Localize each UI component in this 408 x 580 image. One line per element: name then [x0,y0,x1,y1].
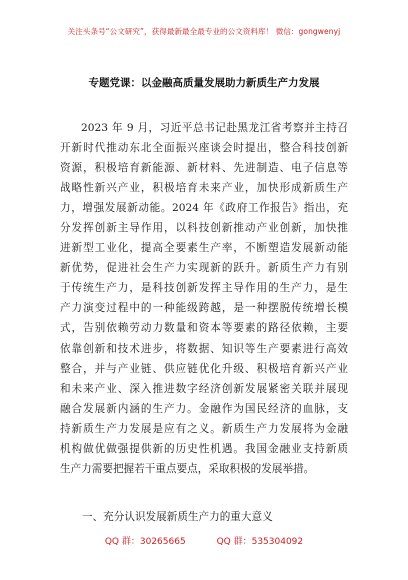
paragraph-line: 整合，并与产业链、供应链优化升级、积极培育新兴产业 [60,362,348,375]
paragraph-line: 新优势，促进社会生产力实现新的跃升。新质生产力有别 [60,262,348,275]
qq-group-1: QQ 群：30265665 [104,537,186,547]
paragraph-line: 产力演变过程中的一种能级跨越，是一种摆脱传统增长模 [60,302,348,315]
paragraph-line: 依靠创新和技术进步，将数据、知识等生产要素进行高效 [60,342,348,355]
document-title: 专题党课：以金融高质量发展助力新质生产力发展 [88,77,320,89]
footer-contact [0,534,408,547]
paragraph-line: 融合发展新内涵的生产力。金融作为国民经济的血脉，支 [60,402,348,415]
paragraph-line: 于传统生产力，是科技创新发挥主导作用的生产力，是生 [60,282,348,295]
paragraph-line: 力，增强发展新动能。2024 年《政府工作报告》指出，充 [60,202,348,215]
paragraph-line: 进新型工业化，提高全要素生产率，不断塑造发展新动能 [60,242,348,255]
header-banner: 关注头条号“公文研究”，获得最新最全最专业的公文资料库！ 微信：gongwenyj [67,27,341,36]
paragraph-line: 开新时代推动东北全面振兴座谈会时提出，整合科技创新 [60,142,348,155]
paragraph-line: 持新质生产力发展是应有之义。新质生产力发展将为金融 [60,422,348,435]
paragraph-line: 战略性新兴产业，积极培育未来产业，加快形成新质生产 [60,182,348,195]
paragraph-line: 和未来产业、深入推进数字经济创新发展紧密关联并展现 [60,382,348,395]
paragraph-line: 分发挥创新主导作用，以科技创新推动产业创新，加快推 [60,222,348,235]
section-heading: 一、充分认识发展新质生产力的重大意义 [82,511,273,523]
paragraph-line: 式，告别依赖劳动力数量和资本等要素的路径依赖，主要 [60,322,348,335]
body-paragraph [60,118,348,479]
paragraph-line: 生产力需要把握若干重点要点，采取积极的发展举措。 [60,462,315,475]
paragraph-line: 资源，积极培育新能源、新材料、先进制造、电子信息等 [60,162,348,175]
paragraph-line: 机构做优做强提供新的历史性机遇。我国金融业支持新质 [60,442,348,455]
qq-group-2: QQ 群：535304092 [216,537,304,547]
paragraph-line: 2023 年 9 月，习近平总书记赴黑龙江省考察并主持召 [81,122,348,134]
